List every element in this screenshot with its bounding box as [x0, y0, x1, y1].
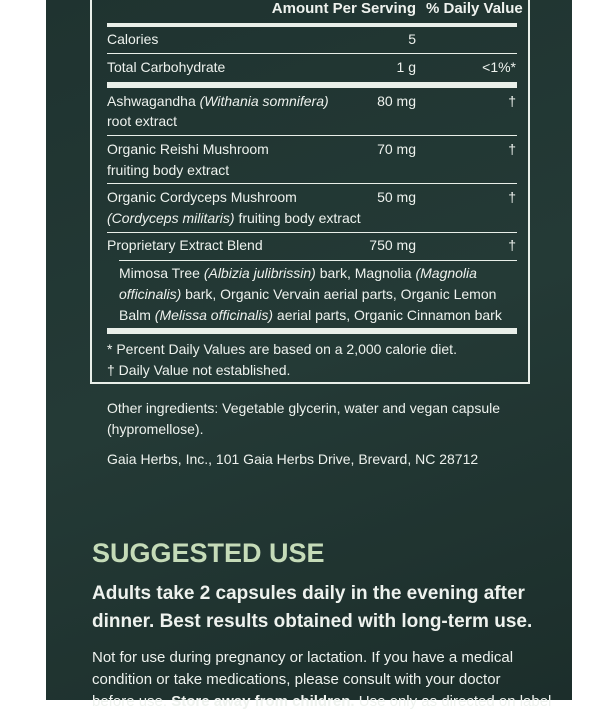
divider: [107, 328, 517, 334]
latin-name: (Cordyceps militaris): [107, 210, 235, 226]
row-name: Total Carbohydrate: [107, 59, 226, 75]
divider: [107, 82, 517, 88]
divider: [107, 23, 517, 27]
divider: [107, 53, 517, 54]
row-dv: †: [508, 141, 516, 157]
row-dv: <1%*: [482, 59, 516, 75]
warning-text: Not for use during pregnancy or lactation. If you have a medical: [92, 649, 514, 666]
row-dv: †: [508, 189, 516, 205]
name: fruiting body extract: [238, 210, 361, 226]
blend-line: Mimosa Tree (Albizia julibrissin) bark, Magnolia (Magnolia: [119, 265, 477, 281]
row-name: [107, 91, 329, 112]
suggested-use-text: dinner. Best results obtained with long-term use.: [92, 611, 533, 632]
footnote: * Percent Daily Values are based on a 2,000 calorie diet.: [107, 341, 457, 357]
divider: [107, 183, 517, 184]
divider: [107, 135, 517, 136]
row-amount: 50 mg: [377, 189, 416, 205]
row-dv: †: [508, 93, 516, 109]
divider: [119, 260, 517, 261]
row-amount: 70 mg: [377, 141, 416, 157]
suggested-use-heading: SUGGESTED USE: [92, 538, 325, 568]
address: Gaia Herbs, Inc., 101 Gaia Herbs Drive, Brevard, NC 28712: [107, 451, 479, 467]
other-ingredients: Other ingredients: Vegetable glycerin, water and vegan capsule: [107, 400, 501, 416]
row-name-2: fruiting body extract: [107, 162, 230, 178]
latin-name: (Withania somnifera): [199, 93, 329, 109]
suggested-use-text: Adults take 2 capsules daily in the evening after: [92, 583, 525, 604]
row-name: Calories: [107, 31, 159, 47]
divider: [107, 232, 517, 233]
row-name: Proprietary Extract Blend: [107, 237, 263, 253]
other-ingredients: (hypromellose).: [107, 421, 204, 437]
blend-line: Balm (Melissa officinalis) aerial parts, Organic Cinnamon bark: [119, 307, 502, 323]
row-amount: 1 g: [396, 59, 416, 75]
row-amount: 750 mg: [369, 237, 416, 253]
warning-text: condition or take medications, please consult with your doctor: [92, 671, 501, 688]
footnote: † Daily Value not established.: [107, 362, 291, 378]
label-panel: [46, 0, 572, 710]
row-name: Organic Reishi Mushroom: [107, 141, 269, 157]
row-name: Organic Cordyceps Mushroom: [107, 189, 297, 205]
row-name-2: [107, 208, 361, 229]
row-name-2: root extract: [107, 113, 178, 129]
row-amount: 5: [408, 31, 416, 47]
warning-text: before use. Store away from children. Use only as directed on label: [92, 693, 552, 710]
row-amount: 80 mg: [377, 93, 416, 109]
blend-line: officinalis) bark, Organic Vervain aerial parts, Organic Lemon: [119, 286, 497, 302]
name: Ashwagandha: [107, 93, 196, 109]
amount-header: Amount Per Serving: [271, 0, 416, 17]
dv-header: % Daily Value: [426, 0, 523, 17]
row-dv: †: [508, 237, 516, 253]
